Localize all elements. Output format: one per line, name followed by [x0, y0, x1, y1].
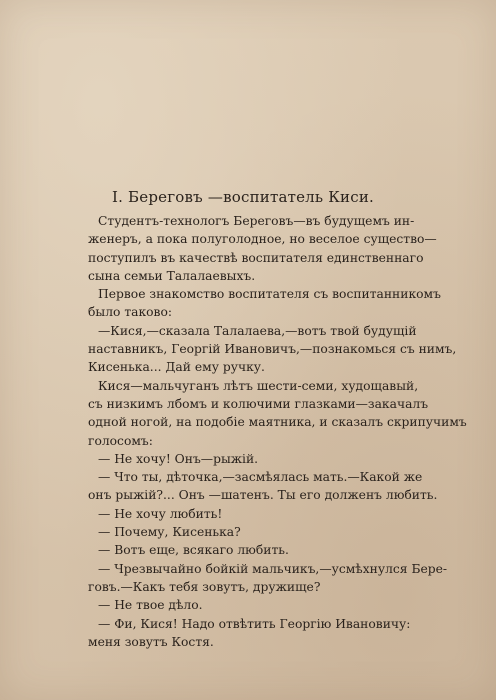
text-line: Студентъ-технологъ Береговъ—въ будущемъ ин- — [98, 214, 415, 228]
text-line: наставникъ, Георгій Ивановичъ,—познакомься съ нимъ, — [88, 342, 457, 357]
text-line: Кисенька... Дай ему ручку. — [88, 360, 265, 375]
text-line: — Фи, Кися! Надо отвѣтить Георгію Ивановичу: — [98, 616, 411, 631]
text-line: — Чрезвычайно бойкій мальчикъ,—усмѣхнулся Бере- — [98, 561, 448, 576]
chapter-title: I. Береговъ —воспитатель Киси. — [112, 188, 375, 206]
text-line: говъ.—Какъ тебя зовутъ, дружище? — [88, 579, 321, 594]
text-line: — Не хочу! Онъ—рыжій. — [98, 451, 259, 466]
body-text — [88, 212, 467, 651]
text-line: — Не твое дѣло. — [98, 598, 203, 613]
text-line: меня зовутъ Костя. — [88, 634, 214, 649]
text-line: голосомъ: — [88, 433, 153, 448]
text-line: съ низкимъ лбомъ и колючими глазками—закачалъ — [88, 396, 429, 411]
text-line: онъ рыжій?... Онъ —шатенъ. Ты его долженъ любить. — [88, 488, 438, 503]
text-line: — Что ты, дѣточка,—засмѣялась мать.—Какой же — [98, 470, 423, 485]
text-line: — Не хочу любить! — [98, 506, 223, 521]
text-line: — Почему, Кисенька? — [98, 525, 241, 540]
text-line: поступилъ въ качествѣ воспитателя единственнаго — [88, 250, 424, 265]
text-line: Кися—мальчуганъ лѣтъ шести-семи, худощавый, — [98, 378, 419, 393]
text-line: женеръ, а пока полуголодное, но веселое существо— — [88, 232, 437, 247]
text-line: сына семьи Талалаевыхъ. — [88, 268, 256, 283]
text-line: —Кися,—сказала Талалаева,—вотъ твой будущій — [98, 323, 417, 338]
text-line: Первое знакомство воспитателя съ воспитанникомъ — [98, 287, 441, 302]
text-line: одной ногой, на подобіе маятника, и сказалъ скрипучимъ — [88, 415, 467, 430]
text-line: — Вотъ еще, всякаго любить. — [98, 543, 289, 558]
text-line: было таково: — [88, 305, 173, 320]
